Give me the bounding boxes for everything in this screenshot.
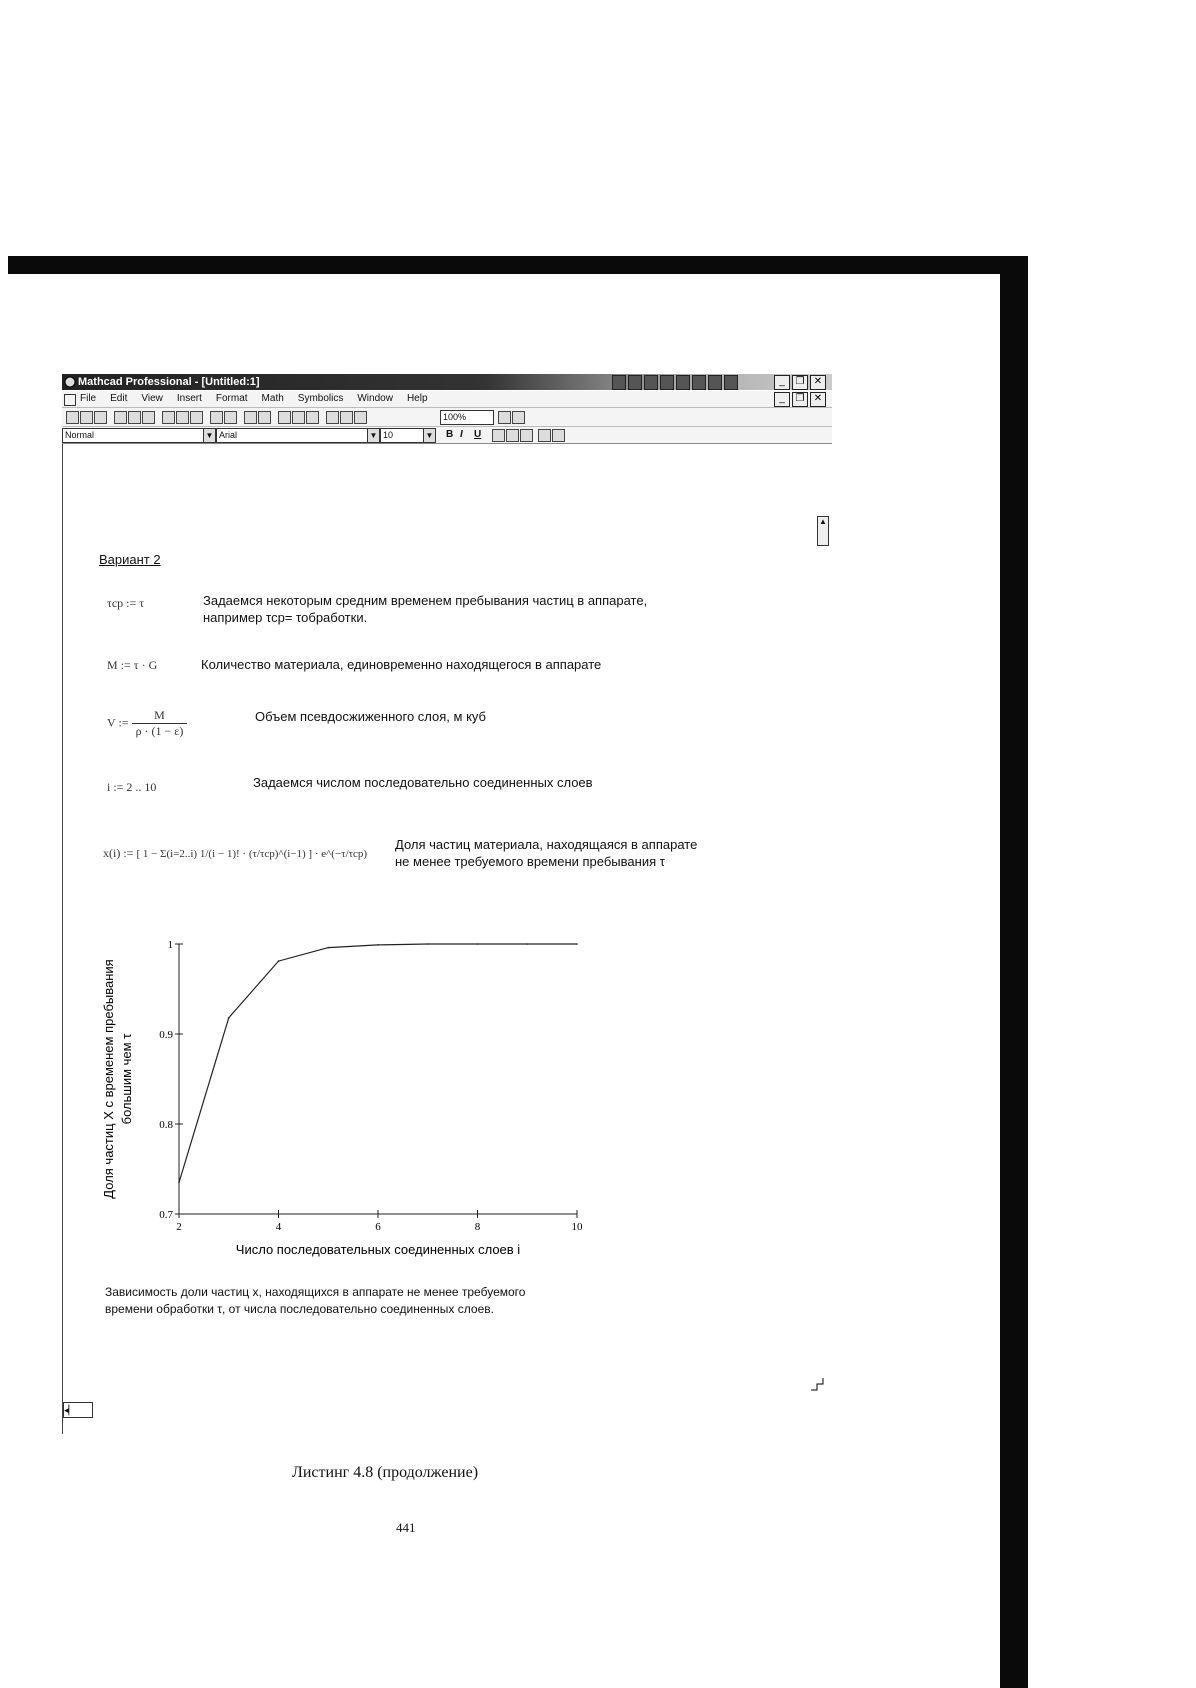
data-point xyxy=(178,1182,180,1184)
data-point xyxy=(576,943,578,945)
plot-caption xyxy=(105,1284,525,1318)
chevron-down-icon[interactable]: ▼ xyxy=(367,429,379,442)
menu-symbolics[interactable]: Symbolics xyxy=(297,393,344,404)
menu-help[interactable]: Help xyxy=(406,393,428,404)
mathcad-window xyxy=(62,374,832,1444)
x-tick-label: 6 xyxy=(375,1221,381,1233)
comment-volume: Объем псевдосжиженного слоя, м куб xyxy=(255,709,486,724)
standard-toolbar xyxy=(62,408,832,427)
data-point xyxy=(427,943,429,945)
panel-icon[interactable] xyxy=(628,375,642,390)
eq-volume-numerator: M xyxy=(132,708,188,724)
spell-check-icon[interactable] xyxy=(142,411,155,424)
undo-icon[interactable] xyxy=(210,411,223,424)
data-point xyxy=(377,944,379,946)
data-point xyxy=(477,943,479,945)
listing-caption: Листинг 4.8 (продолжение) xyxy=(292,1464,479,1481)
eq-x-of-i[interactable] xyxy=(103,846,393,861)
panel-icon[interactable] xyxy=(660,375,674,390)
font-select[interactable] xyxy=(216,428,380,443)
menu-view[interactable]: View xyxy=(141,393,163,404)
y-axis-label: Доля частиц X с временем пребывания xyxy=(101,959,116,1199)
page-number: 441 xyxy=(396,1520,416,1535)
plot-region[interactable] xyxy=(99,932,639,1272)
variant-heading: Вариант 2 xyxy=(99,552,161,567)
data-point xyxy=(526,943,528,945)
menu-edit[interactable]: Edit xyxy=(110,393,128,404)
eq-volume[interactable] xyxy=(107,708,187,739)
chevron-down-icon[interactable]: ▼ xyxy=(203,429,215,442)
style-select[interactable] xyxy=(62,428,216,443)
insert-hyperlink-icon[interactable] xyxy=(326,411,339,424)
x-tick-label: 10 xyxy=(571,1221,583,1233)
window-title: Mathcad Professional - [Untitled:1] xyxy=(78,376,260,388)
mathcad-app-icon xyxy=(64,376,76,388)
underline-button[interactable]: U xyxy=(474,429,482,440)
y-axis-label: большим чем τ xyxy=(119,1033,134,1125)
eq-range-i[interactable]: i := 2 .. 10 xyxy=(107,780,157,794)
doc-minimize-icon[interactable]: _ xyxy=(774,392,790,407)
menu-insert[interactable]: Insert xyxy=(176,393,202,404)
comment-range-i: Задаемся числом последовательно соединенных слоев xyxy=(253,775,593,790)
run-mathconnex-icon[interactable] xyxy=(354,411,367,424)
help-icon[interactable] xyxy=(512,411,525,424)
title-toolbar-icons xyxy=(612,375,738,390)
panel-icon[interactable] xyxy=(708,375,722,390)
scan-right-edge xyxy=(1000,256,1028,1688)
chevron-down-icon[interactable]: ▼ xyxy=(423,429,435,442)
copy-icon[interactable] xyxy=(176,411,189,424)
resource-center-icon[interactable] xyxy=(498,411,511,424)
scan-top-edge xyxy=(8,256,1018,274)
menu-file[interactable]: File xyxy=(80,393,97,404)
bold-button[interactable]: B xyxy=(446,429,454,440)
comment-tau-cp xyxy=(203,592,647,626)
close-icon[interactable]: ✕ xyxy=(810,375,826,390)
window-controls xyxy=(774,375,826,390)
print-preview-icon[interactable] xyxy=(128,411,141,424)
align-right-icon[interactable] xyxy=(520,429,533,442)
numbering-icon[interactable] xyxy=(552,429,565,442)
align-down-icon[interactable] xyxy=(258,411,271,424)
align-center-icon[interactable] xyxy=(506,429,519,442)
menu-format[interactable]: Format xyxy=(215,393,248,404)
comment-mass: Количество материала, единовременно находящегося в аппарате xyxy=(201,657,602,672)
formatting-toolbar xyxy=(62,427,832,444)
comment-line: не менее требуемого времени пребывания τ xyxy=(395,854,665,869)
panel-icon[interactable] xyxy=(612,375,626,390)
x-tick-label: 4 xyxy=(275,1221,282,1233)
menu-window[interactable]: Window xyxy=(357,393,393,404)
font-size-value: 10 xyxy=(383,430,394,440)
restore-icon[interactable]: ❐ xyxy=(792,375,808,390)
worksheet-area[interactable] xyxy=(62,444,833,1434)
align-left-icon[interactable] xyxy=(492,429,505,442)
calculate-icon[interactable] xyxy=(306,411,319,424)
italic-button[interactable]: I xyxy=(460,429,463,440)
panel-icon[interactable] xyxy=(676,375,690,390)
menu-math[interactable]: Math xyxy=(261,393,284,404)
x-axis-label: Число последовательных соединенных слоев i xyxy=(235,1242,521,1257)
x-tick-label: 2 xyxy=(176,1221,182,1233)
doc-close-icon[interactable]: ✕ xyxy=(810,392,826,407)
menu-bar xyxy=(62,391,832,408)
font-value: Arial xyxy=(219,430,238,440)
print-icon[interactable] xyxy=(114,411,127,424)
document-window-controls xyxy=(774,392,826,407)
data-point xyxy=(278,960,280,962)
eq-volume-fraction xyxy=(132,708,188,739)
insert-function-icon[interactable] xyxy=(278,411,291,424)
y-tick-label: 0.8 xyxy=(159,1119,173,1131)
document-icon[interactable] xyxy=(64,394,76,406)
panel-icon[interactable] xyxy=(724,375,738,390)
comment-line: Доля частиц материала, находящаяся в аппарате xyxy=(395,837,698,852)
comment-line: например τcp= τобработки. xyxy=(203,610,368,625)
data-point xyxy=(228,1017,230,1019)
new-icon[interactable] xyxy=(66,411,79,424)
eq-x-lhs: x(i) := xyxy=(103,846,134,860)
caption-line: Зависимость доли частиц x, находящихся в аппарате не менее требуемого xyxy=(105,1285,526,1299)
title-bar xyxy=(62,374,832,390)
eq-mass[interactable]: M := τ · G xyxy=(107,658,158,672)
insert-unit-icon[interactable] xyxy=(292,411,305,424)
y-tick-label: 0.7 xyxy=(159,1209,173,1221)
paste-icon[interactable] xyxy=(190,411,203,424)
eq-tau-cp[interactable]: τcp := τ xyxy=(107,596,145,610)
zoom-select[interactable]: 100% xyxy=(440,410,494,425)
resize-grip-icon[interactable] xyxy=(809,1374,829,1392)
x-tick-label: 8 xyxy=(474,1221,481,1233)
cut-icon[interactable] xyxy=(162,411,175,424)
xy-plot xyxy=(99,932,639,1272)
series-line xyxy=(179,944,577,1183)
y-tick-label: 0.9 xyxy=(159,1029,173,1041)
redo-icon[interactable] xyxy=(224,411,237,424)
minimize-icon[interactable]: _ xyxy=(774,375,790,390)
style-value: Normal xyxy=(65,430,95,440)
doc-restore-icon[interactable]: ❐ xyxy=(792,392,808,407)
open-icon[interactable] xyxy=(80,411,93,424)
save-icon[interactable] xyxy=(94,411,107,424)
bullets-icon[interactable] xyxy=(538,429,551,442)
eq-x-body: [ 1 − Σ(i=2..i) 1/(i − 1)! · (τ/τcp)^(i−1) ] · e^(−τ/τcp) xyxy=(136,848,368,860)
comment-x-of-i xyxy=(395,836,697,870)
align-across-icon[interactable] xyxy=(244,411,257,424)
eq-volume-denominator: ρ · (1 − ε) xyxy=(135,724,184,738)
panel-icon[interactable] xyxy=(692,375,706,390)
panel-icon[interactable] xyxy=(644,375,658,390)
data-point xyxy=(327,947,329,949)
eq-volume-lhs: V := xyxy=(107,715,129,730)
comment-line: Задаемся некоторым средним временем пребывания частиц в аппарате, xyxy=(203,593,648,608)
y-tick-label: 1 xyxy=(167,939,173,951)
insert-component-icon[interactable] xyxy=(340,411,353,424)
caption-line: времени обработки τ, от числа последовательно соединенных слоев. xyxy=(105,1302,494,1316)
font-size-select[interactable] xyxy=(380,428,436,443)
scroll-left-icon[interactable]: ◂▏ xyxy=(63,1402,93,1418)
scroll-up-icon[interactable]: ▲ xyxy=(817,516,829,546)
